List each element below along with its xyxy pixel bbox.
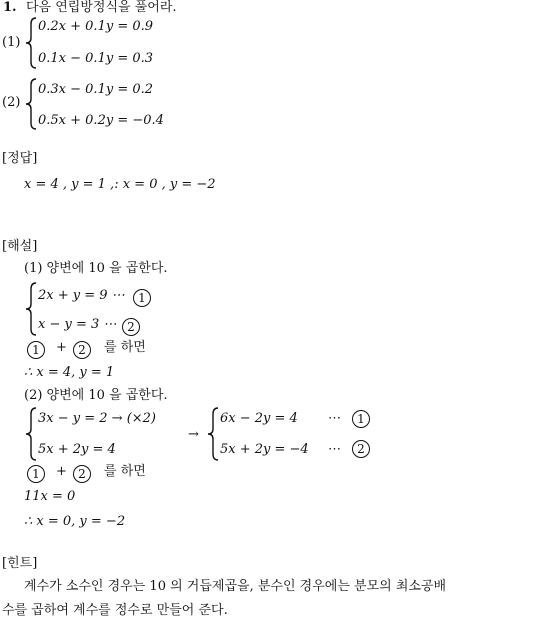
answer-text: x = 4 , y = 1 ,: x = 0 , y = −2: [24, 177, 216, 192]
solution-step2-intro: (2) 양변에 10 을 곱한다.: [24, 388, 168, 403]
step2-circled-number-1: 1: [352, 410, 370, 428]
part1-label: (1): [2, 35, 21, 50]
step1-result: ∴ x = 4, y = 1: [24, 365, 115, 380]
step1-combine-text: 를 하면: [104, 340, 146, 355]
hint-line-1: 계수가 소수인 경우는 10 의 거듭제곱을, 분수인 경우에는 분모의 최소공배: [24, 579, 447, 594]
step2-right-equation-2: 5x + 2y = −4: [220, 442, 309, 457]
step1-equation-2: x − y = 3 ⋯: [38, 317, 117, 332]
part1-equation-1: 0.2x + 0.1y = 0.9: [38, 19, 154, 34]
step2-right-equation-2-dots: ⋯: [328, 442, 341, 457]
step1-combine-mark-2: 2: [73, 341, 91, 359]
hint-line-2: 수를 곱하여 계수를 정수로 만들어 준다.: [2, 603, 228, 618]
part2-equation-2: 0.5x + 0.2y = −0.4: [38, 113, 164, 128]
answer-header: [정답]: [2, 151, 38, 166]
step2-left-equation-1: 3x − y = 2 → (×2): [38, 411, 156, 426]
step2-combine-mark-1: 1: [27, 465, 45, 483]
circled-number-1: 1: [133, 289, 151, 307]
step2-circled-number-2: 2: [352, 440, 370, 458]
step1-equation-1: 2x + y = 9 ⋯: [38, 288, 125, 303]
step1-combine-mark-1: 1: [27, 341, 45, 359]
solution-header: [해설]: [2, 239, 38, 254]
part1-equation-2: 0.1x − 0.1y = 0.3: [38, 51, 154, 66]
step2-combine-text: 를 하면: [104, 464, 146, 479]
part2-brace: [24, 77, 38, 131]
step2-right-brace: [206, 406, 220, 462]
part2-equation-1: 0.3x − 0.1y = 0.2: [38, 82, 154, 97]
solution-step1-intro: (1) 양변에 10 을 곱한다.: [24, 261, 168, 276]
step2-left-brace: [24, 406, 38, 462]
problem-number: 1.: [3, 0, 17, 15]
step2-left-equation-2: 5x + 2y = 4: [38, 442, 116, 457]
step2-plus-sign: +: [56, 464, 67, 479]
step2-result: ∴ x = 0, y = −2: [24, 514, 126, 529]
step2-sum: 11x = 0: [24, 489, 76, 504]
problem-title: 다음 연립방정식을 풀어라.: [26, 0, 177, 15]
step2-right-equation-1-dots: ⋯: [328, 411, 341, 426]
hint-header: [힌트]: [2, 556, 38, 571]
step2-right-equation-1: 6x − 2y = 4: [220, 411, 298, 426]
step1-plus-sign: +: [56, 340, 67, 355]
step1-brace: [24, 281, 38, 337]
part1-brace: [24, 16, 38, 70]
step2-transform-arrow: →: [188, 427, 199, 442]
circled-number-2: 2: [122, 318, 140, 336]
step2-combine-mark-2: 2: [73, 465, 91, 483]
part2-label: (2): [2, 95, 21, 110]
